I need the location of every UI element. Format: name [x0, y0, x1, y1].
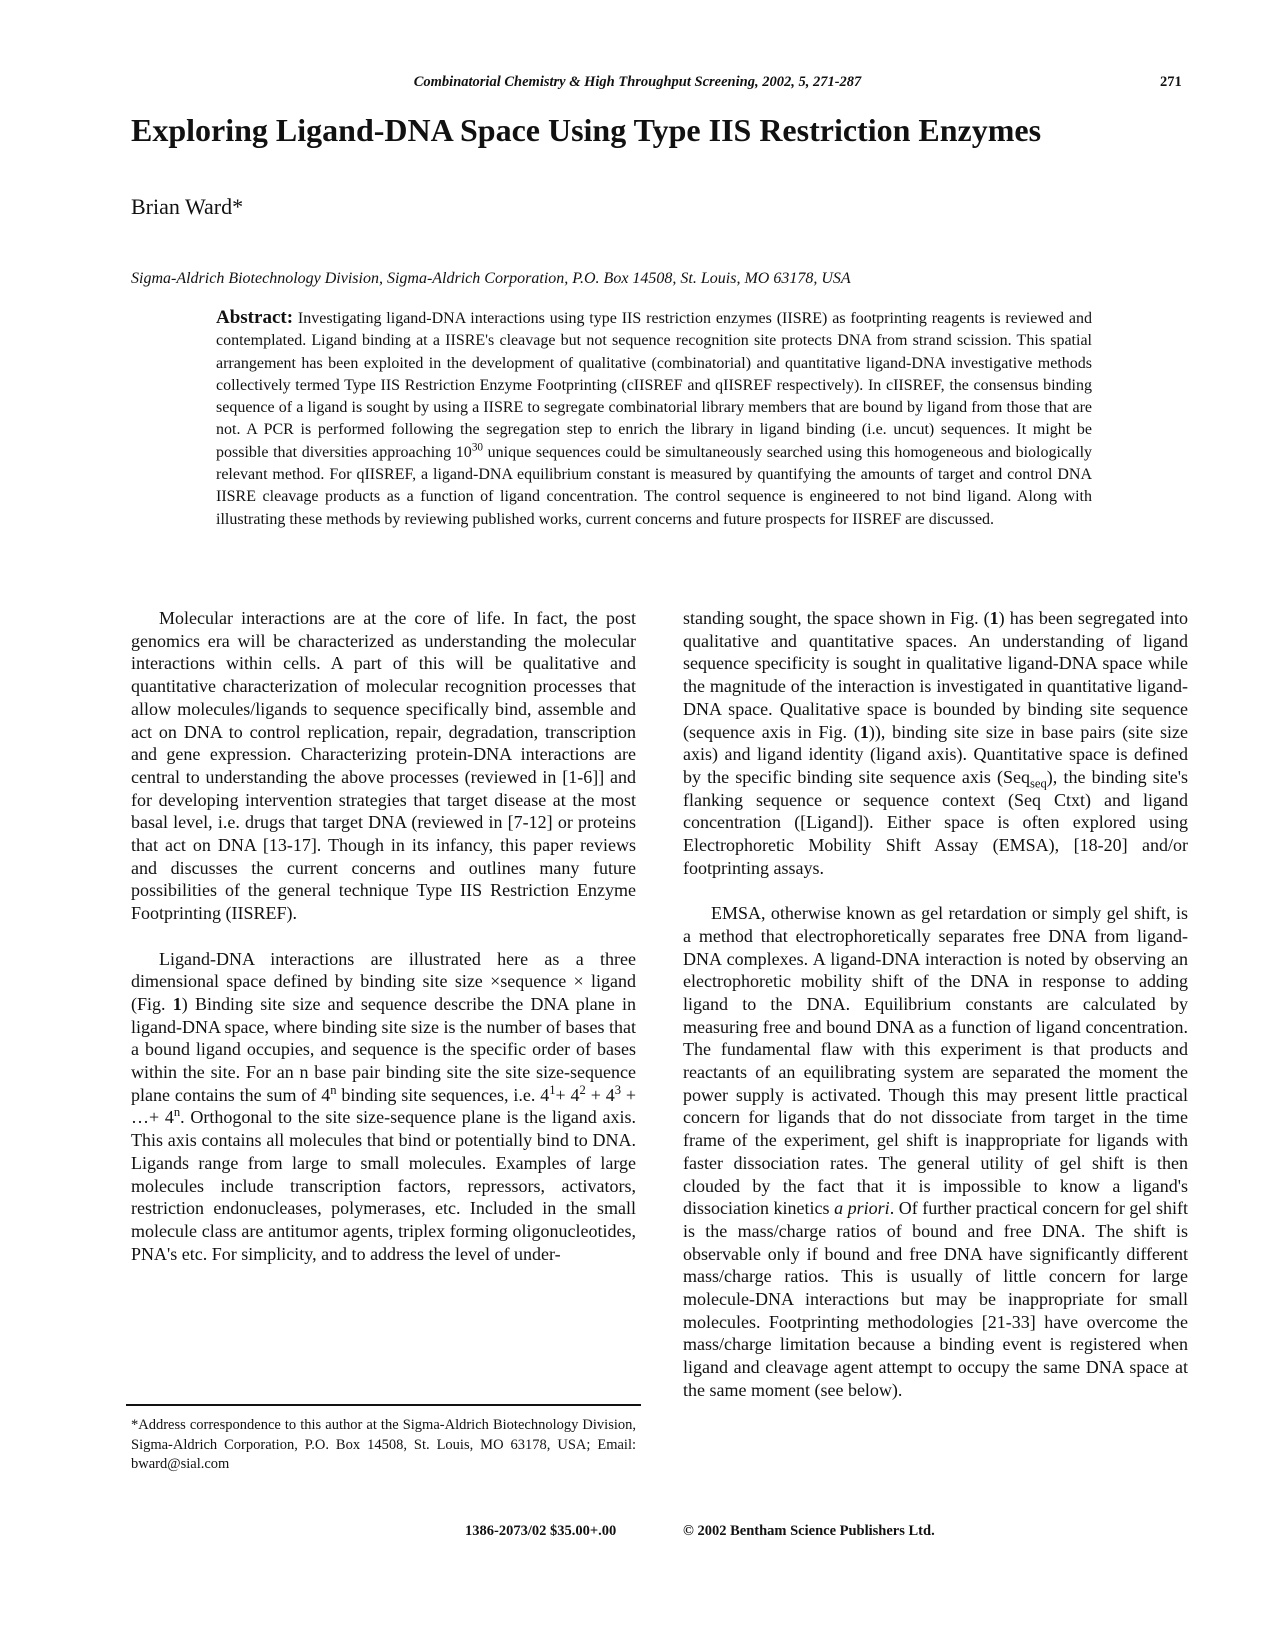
superscript: 3: [614, 1082, 621, 1097]
text-run: + 4: [555, 1084, 580, 1105]
figure-ref: 1: [859, 721, 869, 742]
paragraph: [683, 607, 1188, 879]
copyright: © 2002 Bentham Science Publishers Ltd.: [683, 1523, 935, 1539]
text-run: standing sought, the space shown in Fig. (: [683, 608, 990, 628]
left-column: [131, 607, 636, 1288]
superscript: 2: [579, 1082, 586, 1097]
paragraph: [683, 902, 1188, 1401]
article-title: Exploring Ligand-DNA Space Using Type IIS Restriction Enzymes: [131, 112, 1042, 148]
abstract: [216, 307, 1092, 531]
footnote-divider: [126, 1404, 641, 1406]
superscript: n: [173, 1105, 181, 1120]
footnote: *Address correspondence to this author at the Sigma-Aldrich Biotechnology Division, Sigma-Aldrich Corporation, P.O. Box 14508, St. Louis, MO 63178, USA; Email: bward@sial.com: [131, 1417, 636, 1472]
text-run: )), binding site size in base pairs (site size axis) and ligand identity (ligand axis). Quantitative space is defined by the specific binding site sequence axis (Seq: [683, 721, 1188, 787]
superscript: n: [330, 1082, 337, 1097]
issn-price: 1386-2073/02 $35.00+.00: [465, 1523, 617, 1539]
abstract-text-b: unique sequences could be simultaneously searched using this homogeneous and biologically relevant method. For qIISREF, a ligand-DNA equilibrium constant is measured by quantifying the amounts of target and control DNA IISRE cleavage products as a function of ligand concentration. The control sequence is engineered to not bind ligand. Along with illustrating these methods by reviewing published works, current concerns and future prospects for IISREF are discussed.: [216, 443, 1093, 528]
paragraph: [131, 948, 636, 1266]
abstract-exponent: 30: [471, 441, 483, 454]
text-run: EMSA, otherwise known as gel retardation or simply gel shift, is a method that electrophoretically separates free DNA from ligand-DNA complexes. A ligand-DNA interaction is noted by observing an electrophoretic mobility shift of the DNA in response to adding ligand to the DNA. Equilibrium constants are calculated by measuring free and bound DNA as a function of ligand concentration. The fundamental flaw with this experiment is that products and reactants of an equilibrating system are separated the moment the power supply is activated. Though this may present little practical concern for ligands that do not dissociate from target in the time frame of the experiment, gel shift is inappropriate for ligands with faster dissociation rates. The general utility of gel shift is then clouded by the fact that it is impossible to know a ligand's dissociation kinetics: [683, 903, 1188, 1219]
journal-citation: Combinatorial Chemistry & High Throughput Screening, 2002, 5, 271-287: [413, 74, 862, 90]
figure-ref: 1: [172, 993, 182, 1014]
superscript: 1: [549, 1082, 556, 1097]
text-run: + …+ 4: [131, 1084, 637, 1128]
page-number: 271: [1160, 74, 1182, 90]
text-run: + 4: [585, 1084, 615, 1105]
abstract-text-a: Investigating ligand-DNA interactions using type IIS restriction enzymes (IISRE) as footprinting reagents is reviewed and contemplated. Ligand binding at a IISRE's cleavage but not sequence recognition site protects DNA from strand scission. This spatial arrangement has been exploited in the development of qualitative (combinatorial) and quantitative ligand-DNA investigative methods collectively termed Type IIS Restriction Enzyme Footprinting (cIISREF and qIISREF respectively). In cIISREF, the consensus binding sequence of a ligand is sought by using a IISRE to segregate combinatorial library members that are bound by ligand from those that are not. A PCR is performed following the segregation step to enrich the library in ligand binding (i.e. uncut) sequences. It might be possible that diversities approaching 10: [216, 310, 1093, 461]
text-run: binding site sequences, i.e. 4: [336, 1084, 550, 1105]
text-run: . Orthogonal to the site size-sequence plane is the ligand axis. This axis contains all molecules that bind or potentially bind to DNA. Ligands range from large to small molecules. Examples of large molecules include transcription factors, repressors, activators, restriction endonucleases, polymerases, etc. Included in the small molecule class are antitumor agents, triplex forming oligonucleotides, PNA's etc. For simplicity, and to address the level of under-: [131, 1107, 637, 1264]
text-run: Ligand-DNA interactions are illustrated here as a three dimensional space defined by binding site size ×sequence × ligand (Fig.: [131, 948, 636, 1014]
text-run: ) has been segregated into qualitative and quantitative spaces. An understanding of ligand sequence specificity is sought in qualitative ligand-DNA space while the magnitude of the interaction is investigated in quantitative ligand-DNA space. Qualitative space is bounded by binding site sequence (sequence axis in Fig. (: [683, 608, 1188, 742]
italic-text: a priori: [834, 1198, 890, 1219]
abstract-label: Abstract:: [216, 307, 294, 328]
text-run: ) Binding site size and sequence describe the DNA plane in ligand-DNA space, where binding site size is the number of bases that a bound ligand occupies, and sequence is the specific order of bases within the site. For an n base pair binding site the site size-sequence plane contains the sum of 4: [131, 993, 636, 1105]
paragraph: Molecular interactions are at the core of life. In fact, the post genomics era will be characterized as understanding the molecular interactions within cells. A part of this will be qualitative and quantitative characterization of molecular recognition processes that allow molecules/ligands to sequence specifically bind, assemble and act on DNA to control replication, repair, degradation, transcription and gene expression. Characterizing protein-DNA interactions are central to understanding the above processes (reviewed in [1-6]] and for developing intervention strategies that target disease at the most basal level, i.e. drugs that target DNA (reviewed in [7-12] or proteins that act on DNA [13-17]. Though in its infancy, this paper reviews and discusses the current concerns and outlines many future possibilities of the general technique Type IIS Restriction Enzyme Footprinting (IISREF).: [131, 608, 636, 924]
author: Brian Ward*: [131, 194, 244, 219]
subscript: seq: [1030, 776, 1047, 791]
right-column: [683, 607, 1188, 1424]
text-run: . Of further practical concern for gel shift is the mass/charge ratios of bound and free DNA. The shift is observable only if bound and free DNA have significantly different mass/charge ratios. This is usually of little concern for large molecule-DNA interactions but may be inappropriate for small molecules. Footprinting methodologies [21-33] have overcome the mass/charge limitation because a binding event is registered when ligand and cleavage agent attempt to occupy the same DNA space at the same moment (see below).: [683, 1198, 1188, 1400]
affiliation: Sigma-Aldrich Biotechnology Division, Sigma-Aldrich Corporation, P.O. Box 14508, St. Louis, MO 63178, USA: [131, 270, 851, 287]
figure-ref: 1: [989, 608, 999, 628]
text-run: ), the binding site's flanking sequence or sequence context (Seq Ctxt) and ligand concentration ([Ligand]). Either space is often explored using Electrophoretic Mobility Shift Assay (EMSA), [18-20] and/or footprinting assays.: [683, 766, 1188, 878]
